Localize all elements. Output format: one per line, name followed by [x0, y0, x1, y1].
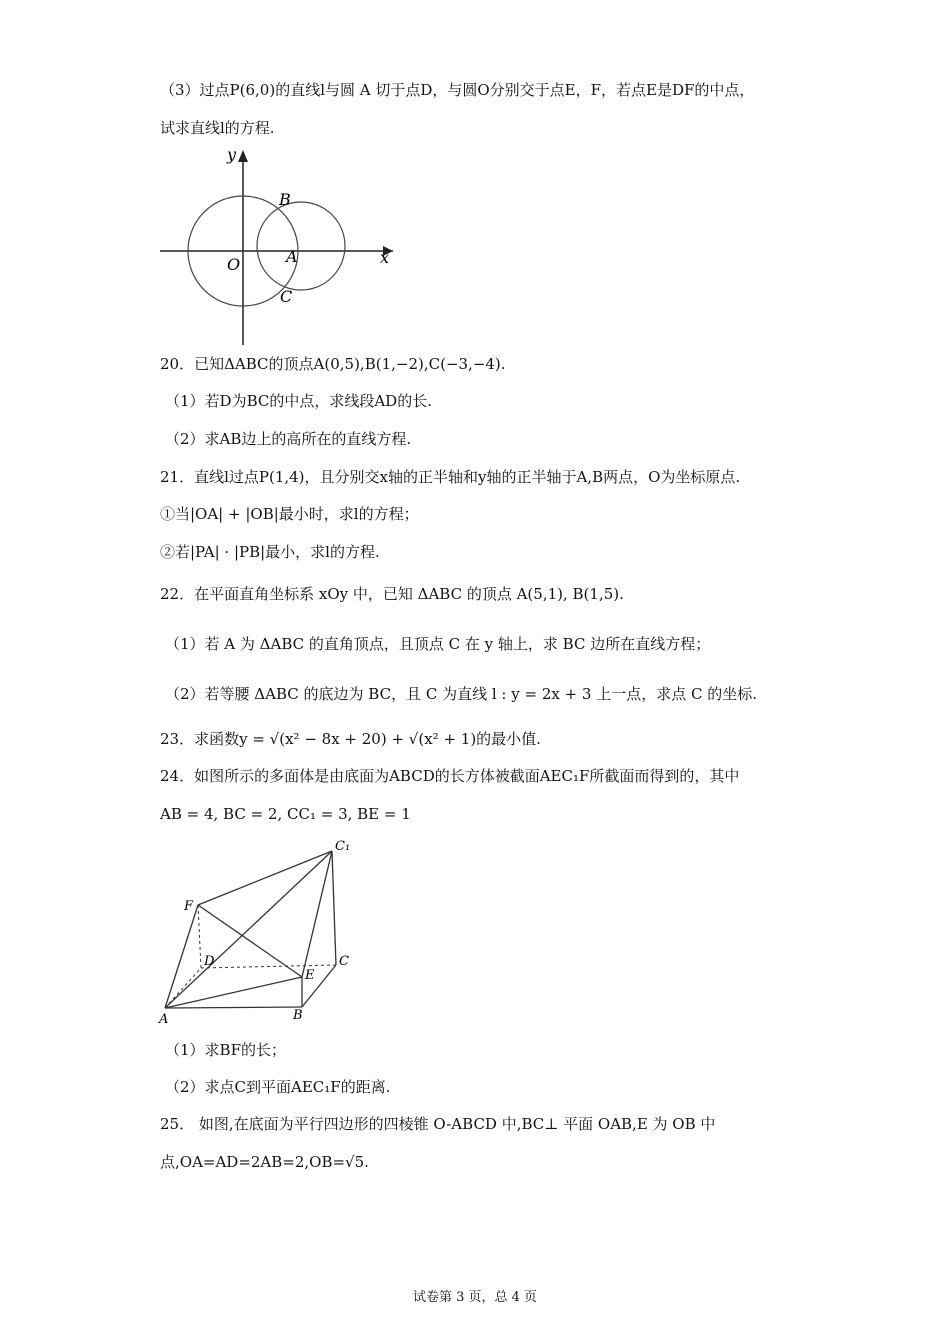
q24-stem-line2: AB = 4, BC = 2, CC₁ = 3, BE = 1	[160, 805, 411, 823]
fig1-label-x: x	[380, 248, 390, 267]
q20-part1: （1）若D为BC的中点，求线段AD的长.	[165, 392, 432, 410]
q21-part2: ②若|PA| · |PB|最小，求l的方程.	[160, 543, 380, 561]
q24-stem-line1: 24．如图所示的多面体是由底面为ABCD的长方体被截面AEC₁F所截面而得到的，其中	[160, 767, 740, 785]
q20-part2: （2）求AB边上的高所在的直线方程.	[165, 430, 412, 448]
q19-part3-line1: （3）过点P(6,0)的直线l与圆 A 切于点D，与圆O分别交于点E，F，若点E是DF的中点，	[160, 81, 755, 99]
fig1-label-b: B	[279, 190, 291, 209]
q21-part1: ①当|OA| + |OB|最小时，求l的方程；	[160, 505, 419, 523]
q23-stem: 23．求函数y = √(x² − 8x + 20) + √(x² + 1)的最小值.	[160, 730, 541, 748]
page-footer: 试卷第 3 页，总 4 页	[412, 1290, 538, 1305]
fig2-label-b: B	[293, 1008, 303, 1023]
polyhedron-figure	[155, 835, 360, 1025]
q20-stem: 20．已知ΔABC的顶点A(0,5),B(1,−2),C(−3,−4).	[160, 355, 506, 373]
fig2-label-f: F	[184, 899, 194, 914]
circles-figure	[155, 140, 405, 350]
fig2-label-c: C	[339, 954, 349, 969]
fig2-label-a: A	[159, 1012, 169, 1025]
q24-part2: （2）求点C到平面AEC₁F的距离.	[165, 1078, 391, 1096]
q22-part1: （1）若 A 为 ΔABC 的直角顶点，且顶点 C 在 y 轴上，求 BC 边所在直线方程；	[165, 635, 711, 653]
q25-stem-line1: 25． 如图,在底面为平行四边形的四棱锥 O-ABCD 中,BC⊥ 平面 OAB,E 为 OB 中	[160, 1115, 716, 1133]
q24-part1: （1）求BF的长；	[165, 1041, 286, 1059]
fig2-label-e: E	[305, 968, 315, 983]
q19-part3-line2: 试求直线l的方程.	[160, 119, 275, 137]
q22-stem: 22．在平面直角坐标系 xOy 中，已知 ΔABC 的顶点 A(5,1), B(1,5).	[160, 585, 624, 603]
fig1-label-c: C	[280, 287, 293, 306]
q25-stem-line2: 点,OA=AD=2AB=2,OB=√5.	[160, 1153, 369, 1171]
fig1-label-a: A	[286, 247, 298, 266]
fig1-label-y: y	[227, 145, 237, 164]
q22-part2: （2）若等腰 ΔABC 的底边为 BC，且 C 为直线 l : y = 2x + 3 上一点，求点 C 的坐标.	[165, 685, 758, 703]
q21-stem: 21．直线l过点P(1,4)，且分别交x轴的正半轴和y轴的正半轴于A,B两点，O为坐标原点.	[160, 468, 741, 486]
fig1-label-o: O	[227, 255, 241, 274]
fig2-label-c1: C₁	[335, 839, 351, 854]
fig2-label-d: D	[204, 954, 215, 969]
